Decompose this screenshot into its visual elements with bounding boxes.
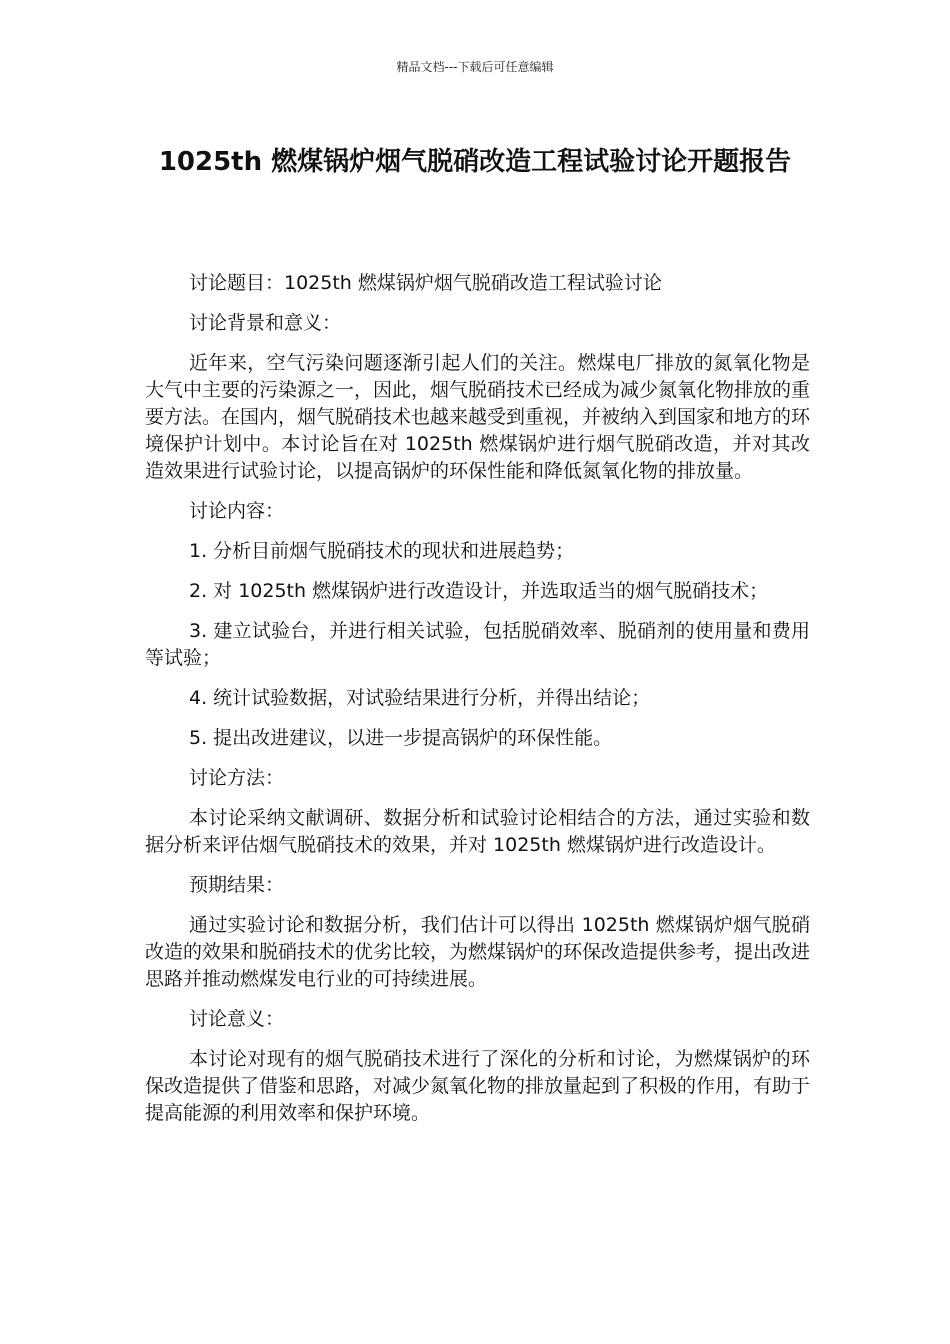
background-paragraph: 近年来，空气污染问题逐渐引起人们的关注。燃煤电厂排放的氮氧化物是大气中主要的污染源之一，因此，烟气脱硝技术已经成为减少氮氧化物排放的重要方法。在国内，烟气脱硝技术也越来越受到重视，并被纳入到国家和地方的环境保护计划中。本讨论旨在对 1025th 燃煤锅炉进行烟气脱硝改造，并对其改造效果进行试验讨论，以提高锅炉的环保性能和降低氮氧化物的排放量。 [145, 352, 811, 482]
content-item-4: 4. 统计试验数据，对试验结果进行分析，并得出结论； [189, 687, 651, 709]
content-item-1: 1. 分析目前烟气脱硝技术的现状和进展趋势； [189, 540, 575, 562]
document-title: 1025th 燃煤锅炉烟气脱硝改造工程试验讨论开题报告 [158, 147, 792, 177]
expected-results-paragraph: 通过实验讨论和数据分析，我们估计可以得出 1025th 燃煤锅炉烟气脱硝改造的效果和脱硝技术的优劣比较，为燃煤锅炉的环保改造提供参考，提出改进思路并推动燃煤发电行业的可持续进展。 [145, 914, 811, 990]
research-topic: 讨论题目：1025th 燃煤锅炉烟气脱硝改造工程试验讨论 [189, 272, 662, 294]
content-item-3: 3. 建立试验台，并进行相关试验，包括脱硝效率、脱硝剂的使用量和费用等试验； [145, 620, 810, 669]
section-heading-background: 讨论背景和意义： [189, 312, 342, 334]
content-item-5: 5. 提出改进建议，以进一步提高锅炉的环保性能。 [189, 727, 613, 749]
section-heading-method: 讨论方法： [189, 767, 285, 789]
document-body [145, 270, 810, 1140]
section-heading-expected-results: 预期结果： [189, 874, 285, 896]
content-item-2: 2. 对 1025th 燃煤锅炉进行改造设计，并选取适当的烟气脱硝技术； [189, 580, 769, 602]
significance-paragraph: 本讨论对现有的烟气脱硝技术进行了深化的分析和讨论，为燃煤锅炉的环保改造提供了借鉴和思路，对减少氮氧化物的排放量起到了积极的作用，有助于提高能源的利用效率和保护环境。 [145, 1048, 811, 1124]
section-heading-content: 讨论内容： [189, 500, 285, 522]
section-heading-significance: 讨论意义： [189, 1008, 285, 1030]
header-note: 精品文档---下载后可任意编辑 [396, 60, 554, 74]
method-paragraph: 本讨论采纳文献调研、数据分析和试验讨论相结合的方法，通过实验和数据分析来评估烟气脱硝技术的效果，并对 1025th 燃煤锅炉进行改造设计。 [145, 807, 810, 856]
